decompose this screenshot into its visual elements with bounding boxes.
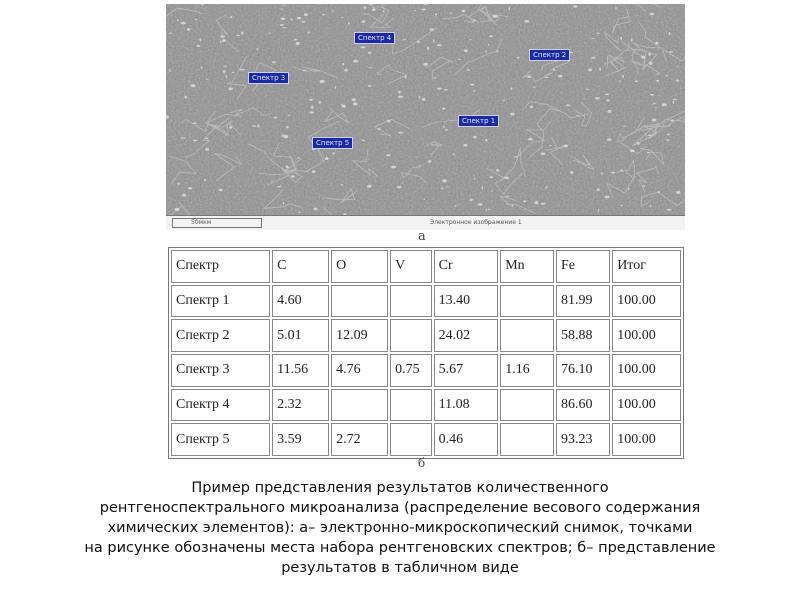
results-table: [168, 247, 684, 459]
table-cell: 3.59: [272, 423, 329, 456]
table-cell: [390, 319, 432, 352]
table-cell: Спектр 3: [171, 354, 270, 387]
spectrum-marker-label: Спектр 1: [462, 117, 496, 125]
spectrum-marker-2: [529, 49, 570, 61]
table-cell: 100.00: [612, 319, 681, 352]
table-cell: 5.01: [272, 319, 329, 352]
table-row: [171, 354, 681, 387]
table-cell: [390, 285, 432, 318]
table-cell: 11.08: [434, 389, 499, 422]
table-cell: 58.88: [556, 319, 610, 352]
table-cell: [500, 389, 554, 422]
table-cell: 12.09: [331, 319, 388, 352]
spectrum-marker-label: Спектр 3: [252, 74, 286, 82]
spectrum-marker-3: [248, 72, 289, 84]
scale-text: 50мкм: [191, 219, 212, 226]
spectrum-marker-label: Спектр 4: [358, 34, 392, 42]
table-header-row: [171, 250, 681, 283]
image-caption-text: Электронное изображение 1: [430, 219, 522, 226]
table-cell: 76.10: [556, 354, 610, 387]
table-cell: 86.60: [556, 389, 610, 422]
caption-line: химических элементов): а– электронно-микроскопический снимок, точками: [107, 520, 693, 536]
table-cell: [500, 285, 554, 318]
table-header-cell: Cr: [434, 250, 499, 283]
table-cell: 1.16: [500, 354, 554, 387]
table-cell: 0.75: [390, 354, 432, 387]
table-cell: Спектр 1: [171, 285, 270, 318]
table-cell: 24.02: [434, 319, 499, 352]
table-header-cell: C: [272, 250, 329, 283]
caption-line: Пример представления результатов количественного: [191, 480, 609, 496]
spectrum-marker-5: [312, 137, 353, 149]
figure-caption: [0, 478, 800, 578]
table-cell: Спектр 2: [171, 319, 270, 352]
table-cell: 2.32: [272, 389, 329, 422]
table-row: [171, 285, 681, 318]
table-cell: 5.67: [434, 354, 499, 387]
table-cell: [390, 389, 432, 422]
micrograph-image: [166, 4, 685, 216]
table-row: [171, 423, 681, 456]
table-cell: 13.40: [434, 285, 499, 318]
table-cell: 4.60: [272, 285, 329, 318]
table-cell: [331, 285, 388, 318]
spectrum-marker-4a: [354, 32, 395, 44]
table-header-cell: Спектр: [171, 250, 270, 283]
table-row: [171, 319, 681, 352]
table-header-cell: Итог: [612, 250, 681, 283]
table-cell: 93.23: [556, 423, 610, 456]
caption-line: рентгеноспектрального микроанализа (распределение весового содержания: [99, 500, 701, 516]
table-cell: 11.56: [272, 354, 329, 387]
caption-line: результатов в табличном виде: [281, 560, 519, 576]
micrograph-info-bar: [166, 215, 685, 230]
table-cell: [331, 389, 388, 422]
table-header-cell: V: [390, 250, 432, 283]
table-cell: [500, 319, 554, 352]
table-cell: [500, 423, 554, 456]
table-cell: 100.00: [612, 285, 681, 318]
spectrum-marker-1: [458, 115, 499, 127]
table-header-cell: Mn: [500, 250, 554, 283]
table-cell: 100.00: [612, 389, 681, 422]
caption-line: на рисунке обозначены места набора рентгеновских спектров; б– представление: [84, 540, 716, 556]
sem-micrograph: [166, 4, 685, 230]
table-cell: [390, 423, 432, 456]
table-cell: 2.72: [331, 423, 388, 456]
table-cell: 0.46: [434, 423, 499, 456]
table-cell: 81.99: [556, 285, 610, 318]
table-cell: Спектр 5: [171, 423, 270, 456]
spectrum-marker-label: Спектр 2: [533, 51, 567, 59]
table-cell: 100.00: [612, 423, 681, 456]
panel-label-a: а: [418, 229, 426, 244]
table-cell: Спектр 4: [171, 389, 270, 422]
panel-label-b: б: [418, 456, 426, 470]
table-header-cell: Fe: [556, 250, 610, 283]
table-cell: 4.76: [331, 354, 388, 387]
table-cell: 100.00: [612, 354, 681, 387]
spectrum-marker-label: Спектр 5: [316, 139, 350, 147]
table-row: [171, 389, 681, 422]
table-header-cell: O: [331, 250, 388, 283]
scale-bar: [172, 218, 262, 228]
